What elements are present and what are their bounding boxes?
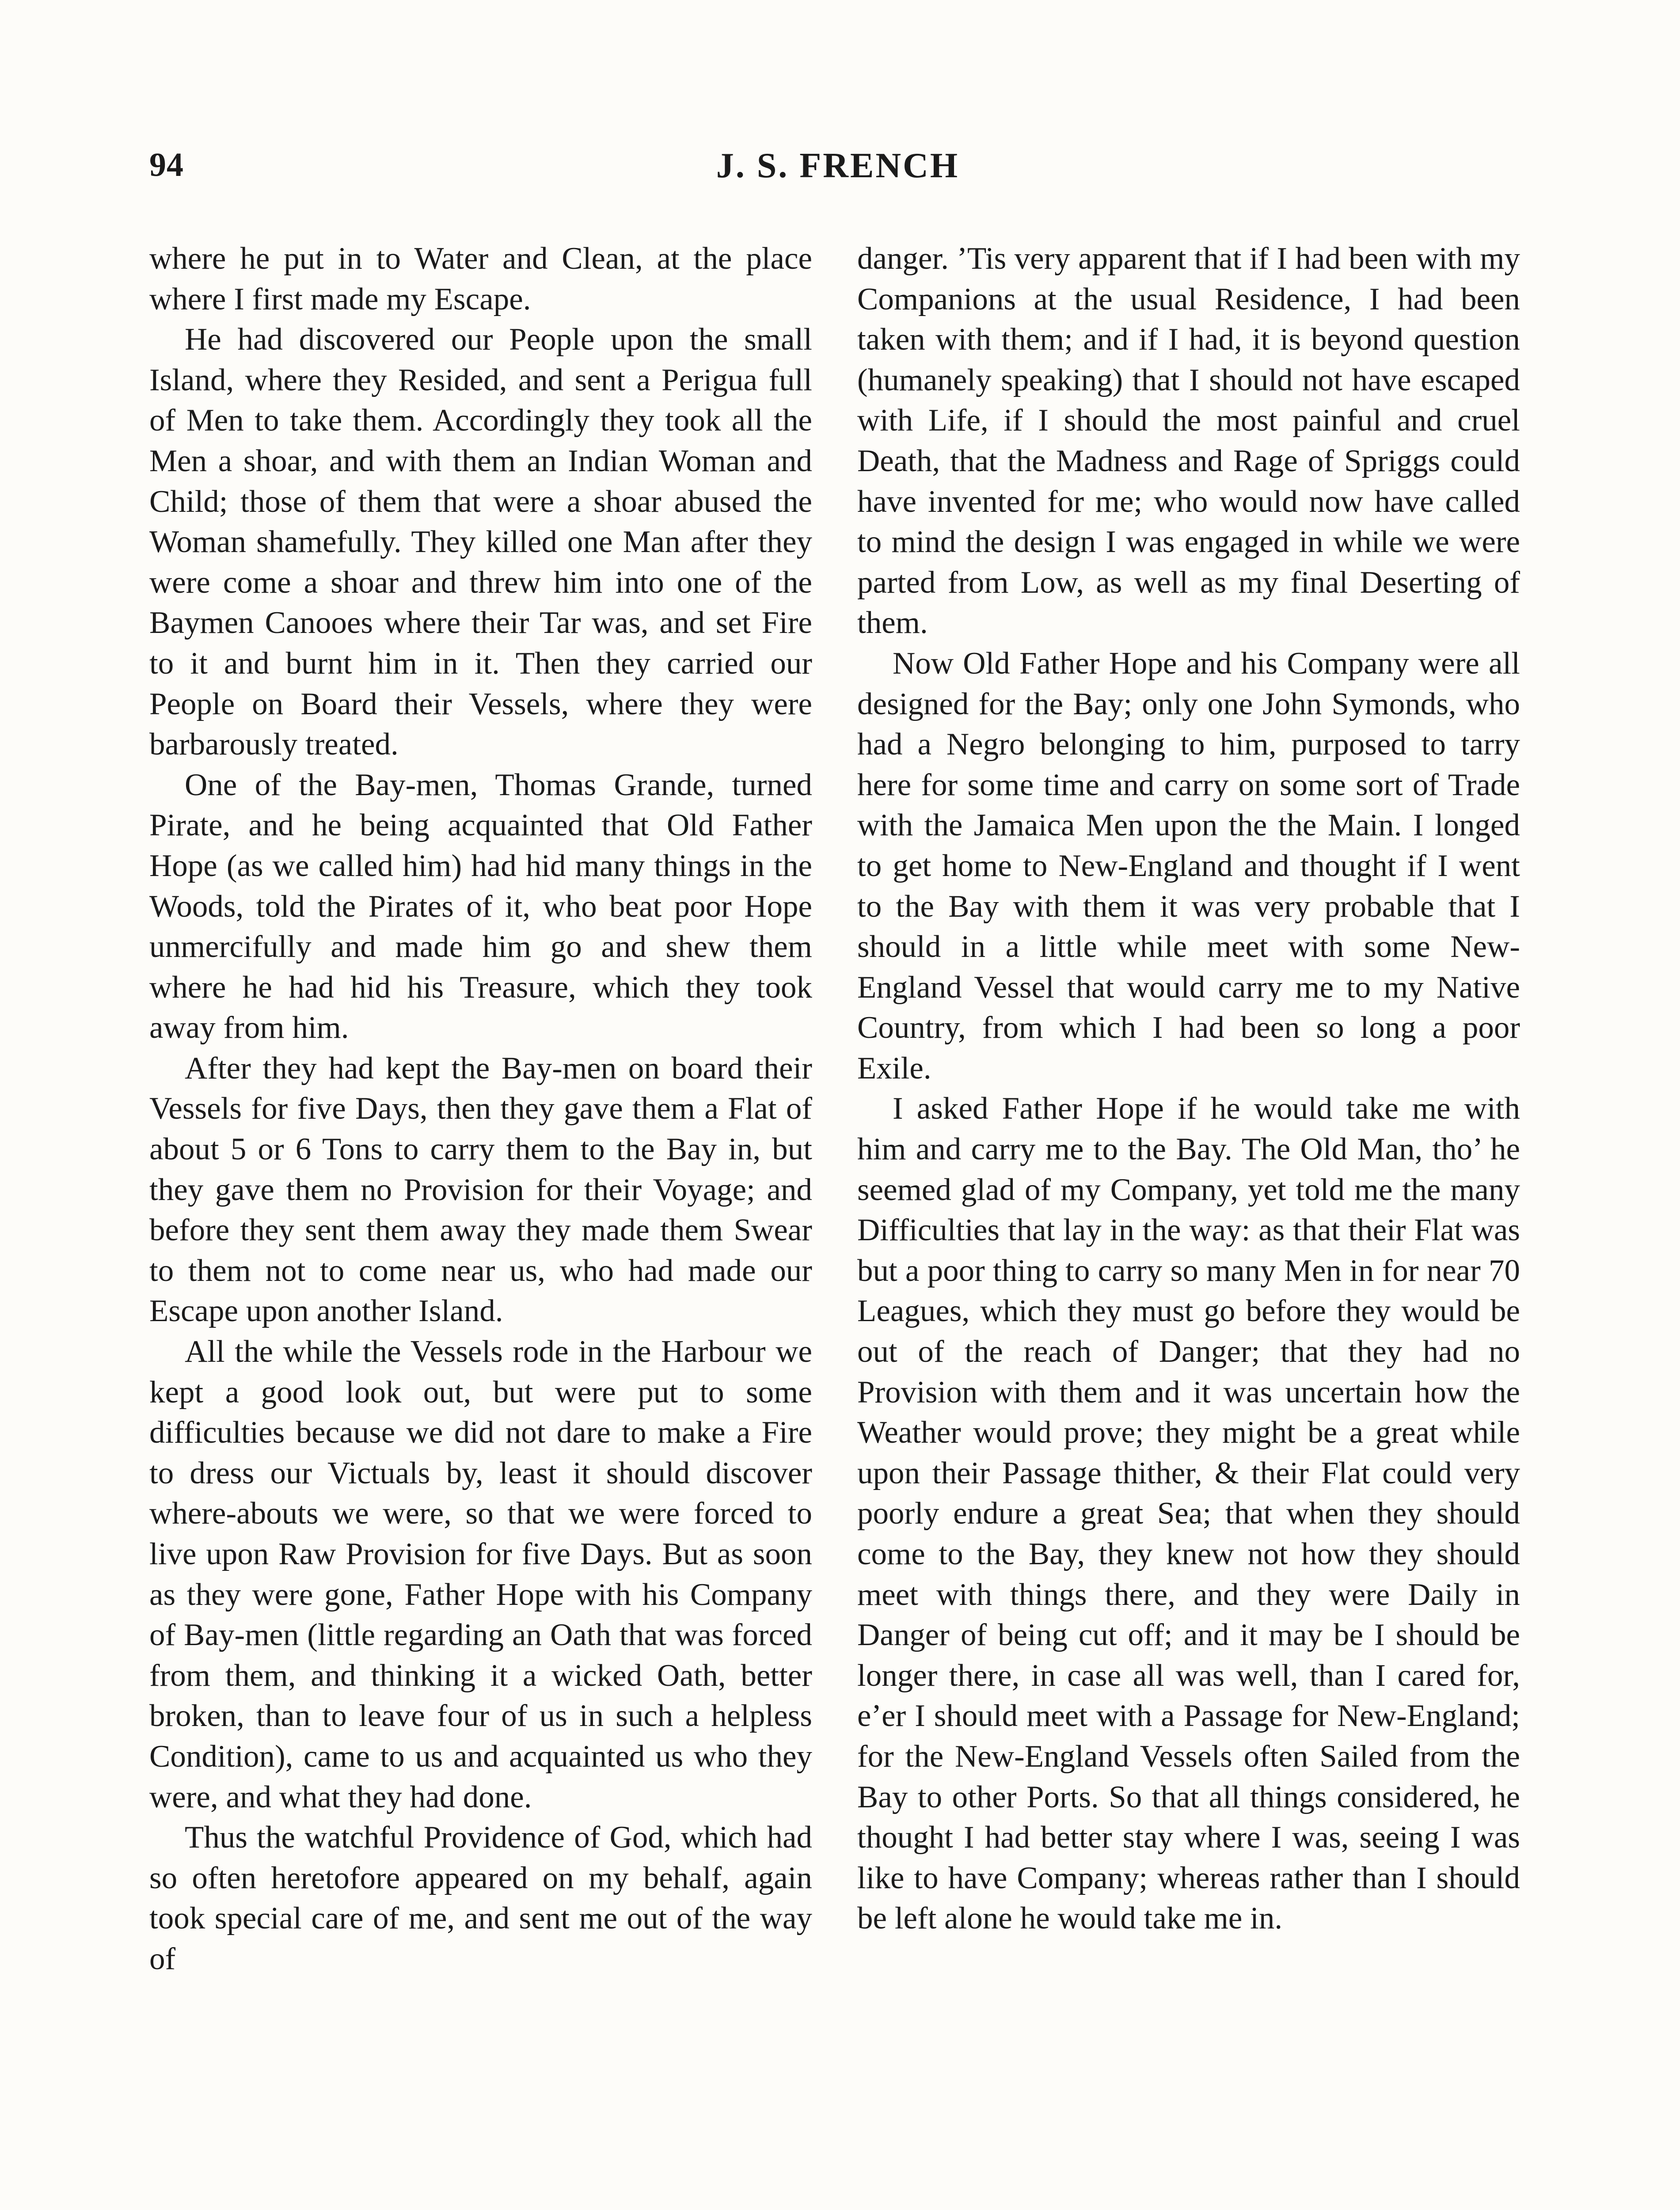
- paragraph: After they had kept the Bay-men on board their Vessels for five Days, then they gave them a Flat of about 5 or 6 Tons to carry them to the Bay in, but they gave them no Provision for their Voyage; and before they sent them away they made them Swear to them not to come near us, who had made our Escape upon another Island.: [149, 1051, 812, 1329]
- page-number: 94: [149, 146, 184, 183]
- paragraph: He had discovered our People upon the small Island, where they Resided, and sent a Perigua full of Men to take them. Accordingly they took all the Men a shoar, and with them an Indian Woman and Child; those of them that were a shoar abused the Woman shamefully. They killed one Man after they were come a shoar and threw him into one of the Baymen Canooes where their Tar was, and set Fire to it and burnt him in it. Then they carried our People on Board their Vessels, where they were barbarously treated.: [149, 322, 812, 762]
- running-head: [149, 146, 1526, 194]
- paragraph: One of the Bay-men, Thomas Grande, turned Pirate, and he being acquainted that Old Father Hope (as we called him) had hid many things in the Woods, told the Pirates of it, who beat poor Hope unmercifully and made him go and shew them where he had hid his Treasure, which they took away from him.: [149, 767, 812, 1045]
- paragraph: Thus the watchful Providence of God, which had so often heretofore appeared on my behalf, again took special care of me, and sent me out of the way of: [149, 1820, 812, 1976]
- paragraph: I asked Father Hope if he would take me with him and carry me to the Bay. The Old Man, tho’ he seemed glad of my Company, yet told me the many Difficulties that lay in the way: as that their Flat was but a poor thing to carry so many Men in for near 70 Leagues, which they must go before they would be out of the reach of Danger; that they had no Provision with them and it was uncertain how the Weather would prove; they might be a great while upon their Passage thither, & their Flat could very poorly endure a great Sea; that when they should come to the Bay, they knew not how they should meet with things there, and they were Daily in Danger of being cut off; and it may be I should be longer there, in case all was well, than I cared for, e’er I should meet with a Passage for New-England; for the New-England Vessels often Sailed from the Bay to other Ports. So that all things considered, he thought I had better stay where I was, seeing I was like to have Company; whereas rather than I should be left alone he would take me in.: [857, 1091, 1520, 1936]
- paragraph: danger. ’Tis very apparent that if I had been with my Companions at the usual Residence, I had been taken with them; and if I had, it is beyond question (humanely speaking) that I should not have escaped with Life, if I should the most painful and cruel Death, that the Madness and Rage of Spriggs could have invented for me; who would now have called to mind the design I was engaged in while we were parted from Low, as well as my final Deserting of them.: [857, 241, 1520, 640]
- left-column: [149, 239, 812, 1980]
- running-head-title: J. S. FRENCH: [716, 146, 960, 185]
- paragraph: All the while the Vessels rode in the Harbour we kept a good look out, but were put to some difficulties because we did not dare to make a Fire to dress our Victuals by, least it should discover where-abouts we were, so that we were forced to live upon Raw Provision for five Days. But as soon as they were gone, Father Hope with his Company of Bay-men (little regarding an Oath that was forced from them, and thinking it a wicked Oath, better broken, than to leave four of us in such a helpless Condition), came to us and acquainted us who they were, and what they had done.: [149, 1334, 812, 1814]
- right-column: [857, 239, 1520, 1939]
- paragraph: where he put in to Water and Clean, at the place where I first made my Escape.: [149, 241, 812, 316]
- paragraph: Now Old Father Hope and his Company were all designed for the Bay; only one John Symonds, who had a Negro belonging to him, purposed to tarry here for some time and carry on some sort of Trade with the Jamaica Men upon the the Main. I longed to get home to New-England and thought if I went to the Bay with them it was very probable that I should in a little while meet with some New-England Vessel that would carry me to my Native Country, from which I had been so long a poor Exile.: [857, 646, 1520, 1086]
